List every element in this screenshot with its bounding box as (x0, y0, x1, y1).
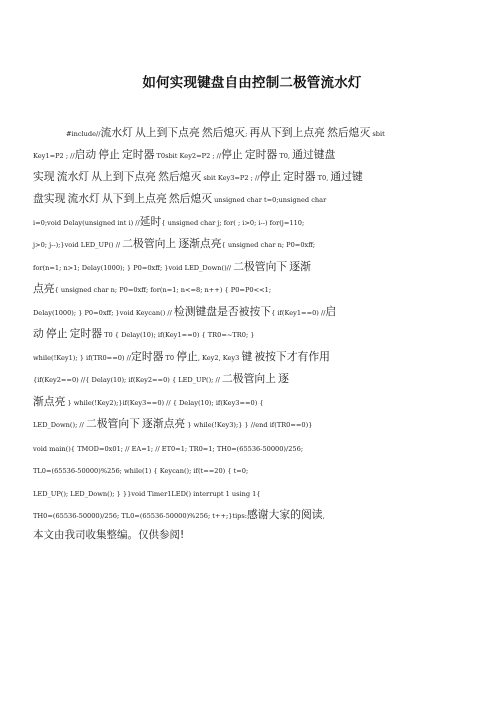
body-line: #include//流水灯 从上到下点亮 然后熄灭; 再从下到上点亮 然后熄灭 sbit (66, 126, 385, 139)
body-line: i=0;void Delay(unsigned int i) //延时{ unsigned char j; for( ; i>0; i--) for(j=110; (33, 215, 305, 228)
body-line: LED_Down(); // 二极管向下 逐渐点亮 } while(!Key3);} } //end if(TR0==0)} (33, 417, 313, 430)
document-title: 如何实现键盘自由控制二极管流水灯 (142, 75, 362, 91)
body-line: {if(Key2==0) //{ Delay(10); if(Key2==0) { LED_UP(); // 二极管向上 逐 (33, 372, 289, 385)
body-line: void main(){ TMOD=0x01; // EA=1; // ET0=1; TR0=1; TH0=(65536-50000)/256; (33, 445, 304, 453)
body-line: 动 停止 定时器 T0 { Delay(10); if(Key1==0) { TR0=~TR0; } (33, 327, 255, 340)
body-line: TH0=(65536-50000)/256; TL0=(65536-50000)%256; t++;}tips:感谢大家的阅读, (33, 508, 325, 521)
document-footer: 本文由我司收集整编。仅供参阅! (33, 529, 185, 541)
body-line: 渐点亮 } while(!Key2);}if(Key3==0) // { Delay(10); if(Key3==0) { (33, 395, 264, 408)
body-line: 实现 流水灯 从上到下点亮 然后熄灭 sbit Key3=P2 ; //停止 定时器 T0, 通过键 (33, 170, 363, 183)
body-line: 盘实现 流水灯 从下到上点亮 然后熄灭 unsigned char t=0;unsigned char (33, 192, 327, 205)
body-line: Delay(1000); } P0=0xff; }void Keycan() // 检测键盘是否被按下{ if(Key1==0) //启 (33, 305, 337, 318)
body-line: Key1=P2 ; //启动 停止 定时器 T0sbit Key2=P2 ; //停止 定时器 T0, 通过键盘 (33, 148, 336, 161)
body-line: 点亮{ unsigned char n; P0=0xff; for(n=1; n<=8; n++) { P0=P0<<1; (33, 282, 272, 295)
body-line: j>0; j--);}void LED_UP() // 二极管向上 逐渐点亮{ unsigned char n; P0=0xff; (33, 237, 316, 250)
body-line: for(n=1; n>1; Delay(1000); } P0=0xff; }void LED_Down()// 二极管向下 逐渐 (33, 260, 311, 273)
body-line: TL0=(65536-50000)%256; while(1) { Keycan(); if(t==20) { t=0; (33, 467, 249, 475)
body-line: LED_UP(); LED_Down(); } }}void Timer1LED() interrupt 1 using 1{ (33, 490, 261, 498)
body-line: while(!Key1); } if(TR0==0) //定时器 T0 停止, Key2, Key3 键 被按下才有作用 (33, 350, 330, 363)
